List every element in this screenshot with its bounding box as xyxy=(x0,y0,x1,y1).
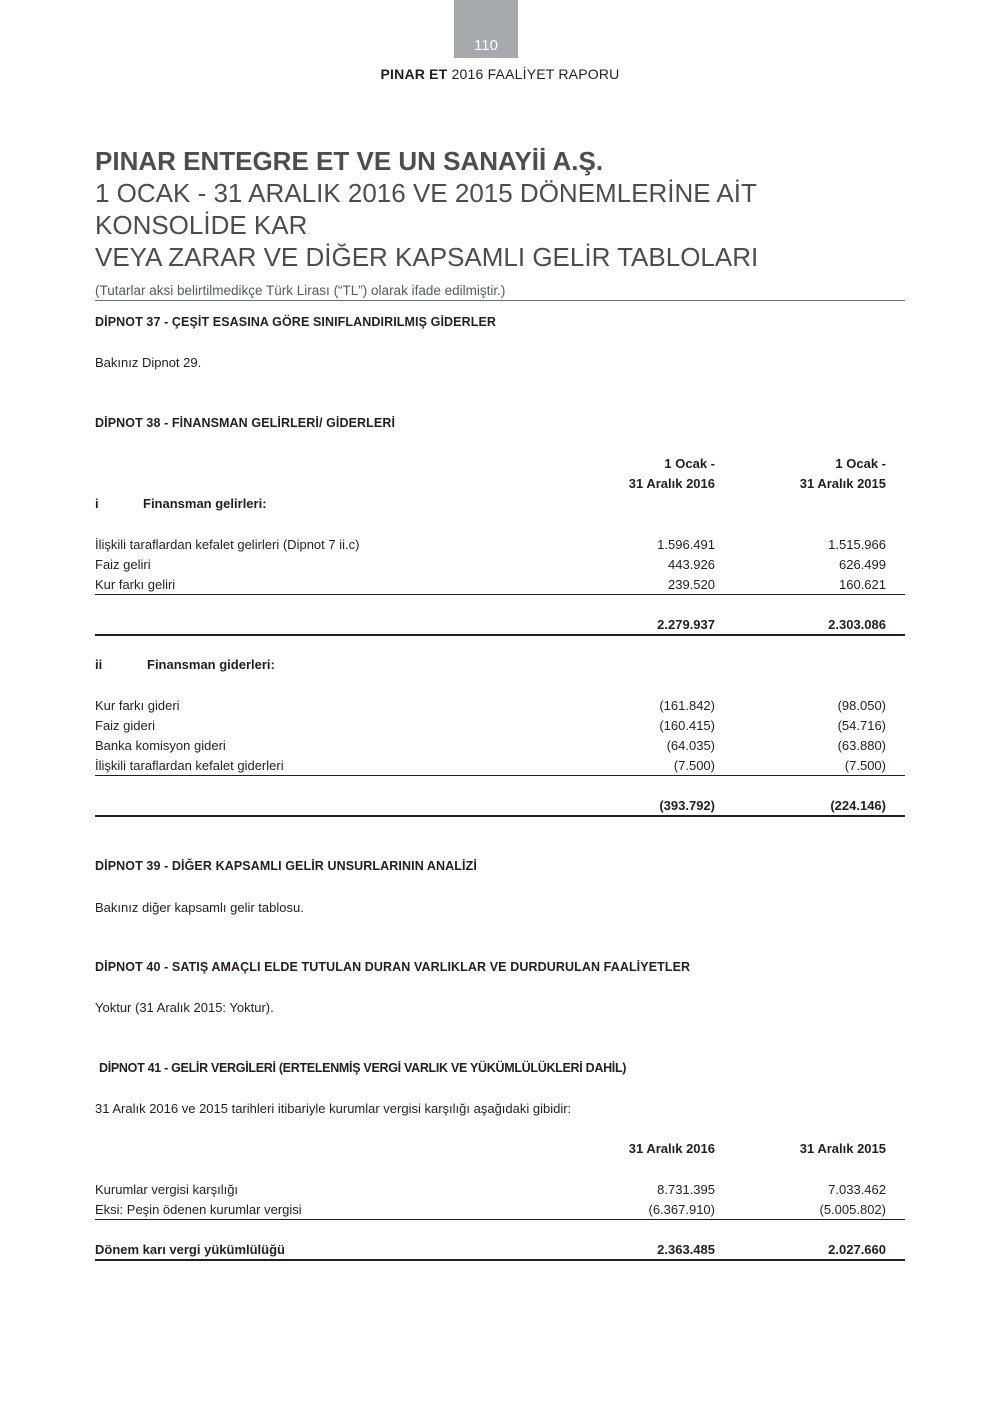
value-2016: 443.926 xyxy=(668,557,715,572)
expense-total-2016: (393.792) xyxy=(659,798,715,813)
note41-col2015: 31 Aralık 2015 xyxy=(799,1141,886,1156)
note38-col-header-1 xyxy=(95,454,905,474)
report-title-line1: 1 OCAK - 31 ARALIK 2016 VE 2015 DÖNEMLERİNE AİT KONSOLİDE KAR xyxy=(95,178,757,240)
note37-heading: DİPNOT 37 - ÇEŞİT ESASINA GÖRE SINIFLANDIRILMIŞ GİDERLER xyxy=(95,315,497,329)
value-2016: (64.035) xyxy=(666,738,715,753)
value-2015: 1.515.966 xyxy=(828,537,886,552)
expense-section-title xyxy=(95,655,905,675)
row-label: Kurumlar vergisi karşılığı xyxy=(95,1182,239,1197)
table-row xyxy=(95,575,905,595)
page-number: 110 xyxy=(454,0,518,58)
table-row xyxy=(95,696,905,716)
income-title: Finansman gelirleri: xyxy=(143,496,267,511)
row-label: Faiz gideri xyxy=(95,718,155,733)
row-label: Banka komisyon gideri xyxy=(95,738,226,753)
report-title-line2: VEYA ZARAR VE DİĞER KAPSAMLI GELİR TABLOLARI xyxy=(95,242,759,272)
expense-numeral: ii xyxy=(95,657,103,672)
note39-text: Bakınız diğer kapsamlı gelir tablosu. xyxy=(95,900,304,915)
tax-total-2016: 2.363.485 xyxy=(657,1242,715,1257)
expense-title: Finansman giderleri: xyxy=(147,657,275,672)
title-block xyxy=(95,145,905,301)
income-total-2016: 2.279.937 xyxy=(657,617,715,632)
row-label: Faiz geliri xyxy=(95,557,151,572)
amounts-note: (Tutarlar aksi belirtilmedikçe Türk Lirası (“TL”) olarak ifade edilmiştir.) xyxy=(95,283,905,301)
divider xyxy=(95,815,905,817)
row-label: İlişkili taraflardan kefalet gelirleri (Dipnot 7 ii.c) xyxy=(95,537,360,552)
running-header-title: 2016 FAALİYET RAPORU xyxy=(451,66,620,82)
note40-text: Yoktur (31 Aralık 2015: Yoktur). xyxy=(95,1000,274,1015)
value-2015: 626.499 xyxy=(839,557,886,572)
note38-col2016-line2: 31 Aralık 2016 xyxy=(628,476,715,491)
note40-heading: DİPNOT 40 - SATIŞ AMAÇLI ELDE TUTULAN DURAN VARLIKLAR VE DURDURULAN FAALİYETLER xyxy=(95,960,691,974)
note41-heading: DİPNOT 41 - GELİR VERGİLERİ (ERTELENMİŞ VERGİ VARLIK VE YÜKÜMLÜLÜKLERİ DAHİL) xyxy=(99,1061,627,1075)
table-row xyxy=(95,1200,905,1220)
running-header-brand: PINAR ET xyxy=(380,66,448,82)
company-name: PINAR ENTEGRE ET VE UN SANAYİİ A.Ş. xyxy=(95,146,604,176)
note38-col2015-line2: 31 Aralık 2015 xyxy=(799,476,886,491)
income-numeral: i xyxy=(95,496,99,511)
income-section-title xyxy=(95,494,905,514)
note38-heading: DİPNOT 38 - FİNANSMAN GELİRLERİ/ GİDERLERİ xyxy=(95,416,396,430)
value-2015: (54.716) xyxy=(837,718,886,733)
note38-col2016-line1: 1 Ocak - xyxy=(664,456,715,471)
value-2015: 7.033.462 xyxy=(828,1182,886,1197)
note37-text: Bakınız Dipnot 29. xyxy=(95,355,202,370)
value-2015: (7.500) xyxy=(844,758,886,773)
table-row xyxy=(95,756,905,776)
divider xyxy=(95,1219,905,1220)
table-row xyxy=(95,555,905,575)
expense-total-row xyxy=(95,796,905,816)
row-label: Kur farkı geliri xyxy=(95,577,176,592)
value-2015: (5.005.802) xyxy=(819,1202,886,1217)
row-label: Kur farkı gideri xyxy=(95,698,180,713)
value-2015: (98.050) xyxy=(837,698,886,713)
value-2016: (6.367.910) xyxy=(648,1202,715,1217)
value-2016: 8.731.395 xyxy=(657,1182,715,1197)
value-2016: 239.520 xyxy=(668,577,715,592)
note38-col2015-line1: 1 Ocak - xyxy=(835,456,886,471)
note41-col2016: 31 Aralık 2016 xyxy=(628,1141,715,1156)
value-2015: 160.621 xyxy=(839,577,886,592)
value-2016: 1.596.491 xyxy=(657,537,715,552)
table-row xyxy=(95,736,905,756)
income-total-2015: 2.303.086 xyxy=(828,617,886,632)
table-row xyxy=(95,1180,905,1200)
row-label: Eksi: Peşin ödenen kurumlar vergisi xyxy=(95,1202,302,1217)
expense-total-2015: (224.146) xyxy=(830,798,886,813)
value-2016: (161.842) xyxy=(659,698,715,713)
divider xyxy=(95,775,905,776)
divider xyxy=(95,1259,905,1261)
running-header xyxy=(0,66,1000,82)
table-row xyxy=(95,716,905,736)
value-2015: (63.880) xyxy=(837,738,886,753)
note39-heading: DİPNOT 39 - DİĞER KAPSAMLI GELİR UNSURLARININ ANALİZİ xyxy=(95,859,477,873)
tax-total-2015: 2.027.660 xyxy=(828,1242,886,1257)
note38-col-header-2 xyxy=(95,474,905,494)
divider xyxy=(95,594,905,595)
row-label: İlişkili taraflardan kefalet giderleri xyxy=(95,758,284,773)
table-row xyxy=(95,535,905,555)
value-2016: (160.415) xyxy=(659,718,715,733)
note41-intro: 31 Aralık 2016 ve 2015 tarihleri itibariyle kurumlar vergisi karşılığı aşağıdaki gibidir: xyxy=(95,1101,572,1116)
divider xyxy=(95,634,905,636)
tax-total-row xyxy=(95,1240,905,1260)
income-total-row xyxy=(95,615,905,635)
value-2016: (7.500) xyxy=(673,758,715,773)
tax-total-label: Dönem karı vergi yükümlülüğü xyxy=(95,1242,285,1257)
note41-col-header xyxy=(95,1139,905,1159)
